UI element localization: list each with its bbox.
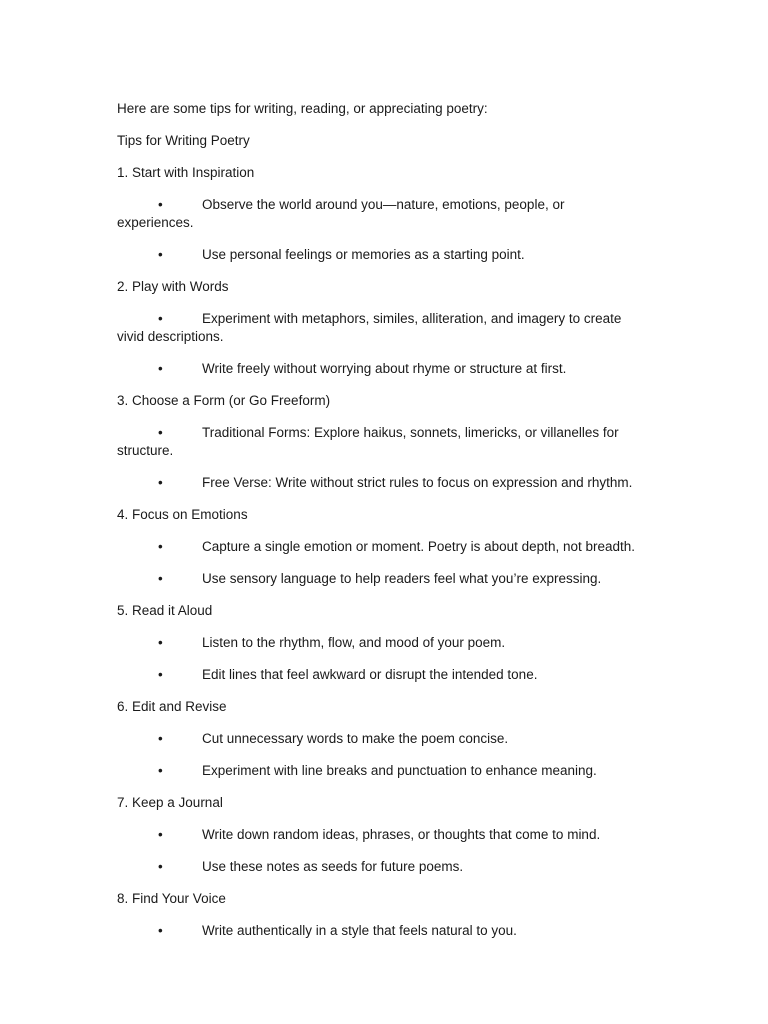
bullet-icon: • (158, 763, 163, 778)
list-item (117, 196, 642, 232)
list-item (117, 762, 642, 780)
bullet-icon: • (158, 635, 163, 650)
bullet-icon: • (158, 197, 163, 212)
tip-heading: 5. Read it Aloud (117, 603, 213, 618)
list-item-text: Write freely without worrying about rhyme or structure at first. (202, 361, 567, 376)
list-item-text: Experiment with metaphors, similes, alliteration, and imagery to create vivid descriptions. (117, 311, 622, 344)
tips-list (117, 164, 642, 940)
bullet-icon: • (158, 311, 163, 326)
list-item (117, 538, 642, 556)
bullet-icon: • (158, 475, 163, 490)
list-item (117, 826, 642, 844)
intro-text: Here are some tips for writing, reading, or appreciating poetry: (117, 101, 488, 116)
list-item-text: Capture a single emotion or moment. Poetry is about depth, not breadth. (202, 539, 636, 554)
list-item-text: Edit lines that feel awkward or disrupt the intended tone. (202, 667, 538, 682)
list-item (117, 634, 642, 652)
bullet-icon: • (158, 571, 163, 586)
list-item-text: Listen to the rhythm, flow, and mood of your poem. (202, 635, 506, 650)
bullet-icon: • (158, 923, 163, 938)
bullet-icon: • (158, 425, 163, 440)
list-item-text: Write authentically in a style that feels natural to you. (202, 923, 517, 938)
list-item (117, 310, 642, 346)
bullet-icon: • (158, 731, 163, 746)
tip-heading: 2. Play with Words (117, 279, 229, 294)
list-item (117, 246, 642, 264)
document-page (117, 100, 642, 954)
list-item (117, 424, 642, 460)
bullet-icon: • (158, 827, 163, 842)
list-item-text: Free Verse: Write without strict rules to focus on expression and rhythm. (202, 475, 633, 490)
list-item (117, 858, 642, 876)
list-item-text: Use these notes as seeds for future poems. (202, 859, 464, 874)
tip-heading: 6. Edit and Revise (117, 699, 227, 714)
bullet-icon: • (158, 247, 163, 262)
tip-heading: 3. Choose a Form (or Go Freeform) (117, 393, 331, 408)
tip-heading: 7. Keep a Journal (117, 795, 223, 810)
bullet-icon: • (158, 859, 163, 874)
list-item (117, 730, 642, 748)
list-item-text: Write down random ideas, phrases, or thoughts that come to mind. (202, 827, 601, 842)
list-item (117, 922, 642, 940)
list-item (117, 570, 642, 588)
list-item (117, 360, 642, 378)
list-item-text: Use sensory language to help readers feel what you’re expressing. (202, 571, 602, 586)
section-title: Tips for Writing Poetry (117, 133, 250, 148)
tip-heading: 8. Find Your Voice (117, 891, 226, 906)
tip-heading: 4. Focus on Emotions (117, 507, 248, 522)
bullet-icon: • (158, 667, 163, 682)
list-item-text: Use personal feelings or memories as a starting point. (202, 247, 525, 262)
list-item (117, 474, 642, 492)
list-item-text: Traditional Forms: Explore haikus, sonnets, limericks, or villanelles for structure. (117, 425, 619, 458)
tip-heading: 1. Start with Inspiration (117, 165, 255, 180)
bullet-icon: • (158, 539, 163, 554)
list-item-text: Observe the world around you—nature, emotions, people, or experiences. (117, 197, 565, 230)
list-item-text: Experiment with line breaks and punctuation to enhance meaning. (202, 763, 597, 778)
list-item-text: Cut unnecessary words to make the poem concise. (202, 731, 509, 746)
bullet-icon: • (158, 361, 163, 376)
list-item (117, 666, 642, 684)
